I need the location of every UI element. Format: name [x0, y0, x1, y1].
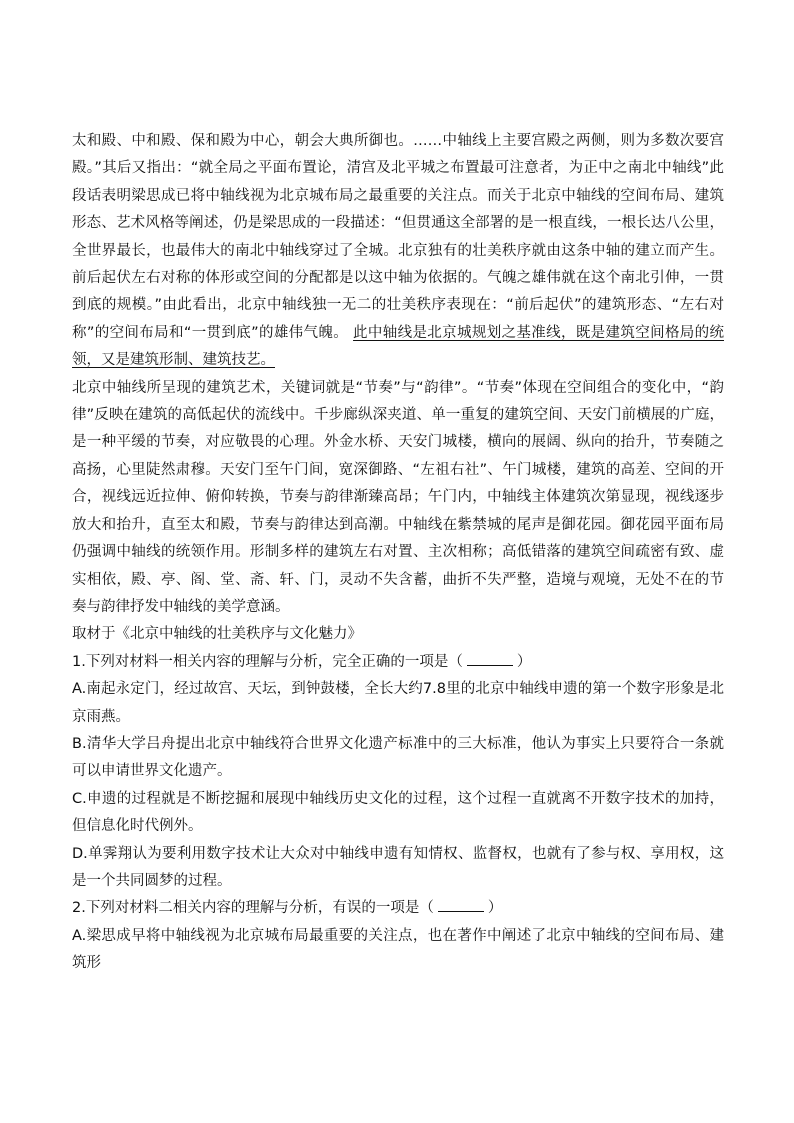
document-body — [72, 128, 724, 978]
question-1-option-a: A.南起永定门，经过故宫、天坛，到钟鼓楼，全长大约7.8里的北京中轴线申遗的第一个数字形象是北京雨燕。 — [72, 681, 724, 725]
question-stem-text: 2.下列对材料二相关内容的理解与分析，有误的一项是（ — [72, 900, 434, 917]
answer-blank[interactable] — [438, 897, 484, 912]
underlined-sentence: 此中轴线是北京城规划之基准线，既是建筑空间格局的统领，又是建筑形制、建筑技艺。 — [72, 324, 724, 369]
paragraph-text: 太和殿、中和殿、保和殿为中心，朝会大典所御也。……中轴线上主要宫殿之两侧，则为多数次要宫殿。”其后又指出：“就全局之平面布置论，清宫及北平城之布置最可注意者，为正中之南北中轴线”此段话表明梁思成已将中轴线视为北京城布局之最重要的关注点。而关于北京中轴线的空间布局、建筑形态、艺术风格等阐述，仍是梁思成的一段描述：“但贯通这全部署的是一根直线，一根长达八公里，全世界最长，也最伟大的南北中轴线穿过了全城。北京独有的壮美秩序就由这条中轴的建立而产生。前后起伏左右对称的体形或空间的分配都是以这中轴为依据的。气魄之雄伟就在这个南北引伸，一贯到底的规模。”由此看出，北京中轴线独一无二的壮美秩序表现在：“前后起伏”的建筑形态、“左右对称”的空间布局和“一贯到底”的雄伟气魄。 — [72, 133, 724, 341]
question-1-option-b: B.清华大学吕舟提出北京中轴线符合世界文化遗产标准中的三大标准，他认为事实上只要符合一条就可以申请世界文化遗产。 — [72, 735, 724, 780]
question-1-stem — [72, 649, 724, 676]
answer-blank[interactable] — [467, 651, 513, 666]
question-stem-close: ） — [516, 653, 532, 670]
question-1-option-c: C.申遗的过程就是不断挖掘和展现中轴线历史文化的过程，这个过程一直就离不开数字技术的加持，但信息化时代例外。 — [72, 790, 724, 835]
question-stem-close: ） — [487, 900, 503, 917]
paragraph-liang-sicheng — [72, 128, 724, 375]
source-citation: 取材于《北京中轴线的壮美秩序与文化魅力》 — [72, 626, 362, 643]
question-2-option-a: A.梁思成早将中轴线视为北京城布局最重要的关注点，也在著作中阐述了北京中轴线的空间布局、建筑形 — [72, 927, 724, 972]
question-stem-text: 1.下列对材料一相关内容的理解与分析，完全正确的一项是（ — [72, 653, 463, 670]
paragraph-rhythm: 北京中轴线所呈现的建筑艺术，关键词就是“节奏”与“韵律”。“节奏”体现在空间组合的变化中，“韵律”反映在建筑的高低起伏的流线中。千步廊纵深夹道、单一重复的建筑空间、天安门前横展的广庭，是一种平缓的节奏，对应敬畏的心理。外金水桥、天安门城楼，横向的展阔、纵向的抬升，节奏随之高扬，心里陡然肃穆。天安门至午门间，宽深御路、“左祖右社”、午门城楼，建筑的高差、空间的开合，视线远近拉伸、俯仰转换，节奏与韵律渐臻高昂；午门内，中轴线主体建筑次第显现，视线逐步放大和抬升，直至太和殿，节奏与韵律达到高潮。中轴线在紫禁城的尾声是御花园。御花园平面布局仍强调中轴线的统领作用。形制多样的建筑左右对置、主次相称；高低错落的建筑空间疏密有致、虚实相依，殿、亭、阁、堂、斋、轩、门，灵动不失含蓄，曲折不失严整，造境与观境，无处不在的节奏与韵律抒发中轴线的美学意涵。 — [72, 379, 724, 615]
question-2-stem — [72, 895, 724, 922]
question-1-option-d: D.单霁翔认为要利用数字技术让大众对中轴线申遗有知情权、监督权，也就有了参与权、享用权，这是一个共同圆梦的过程。 — [72, 845, 724, 889]
